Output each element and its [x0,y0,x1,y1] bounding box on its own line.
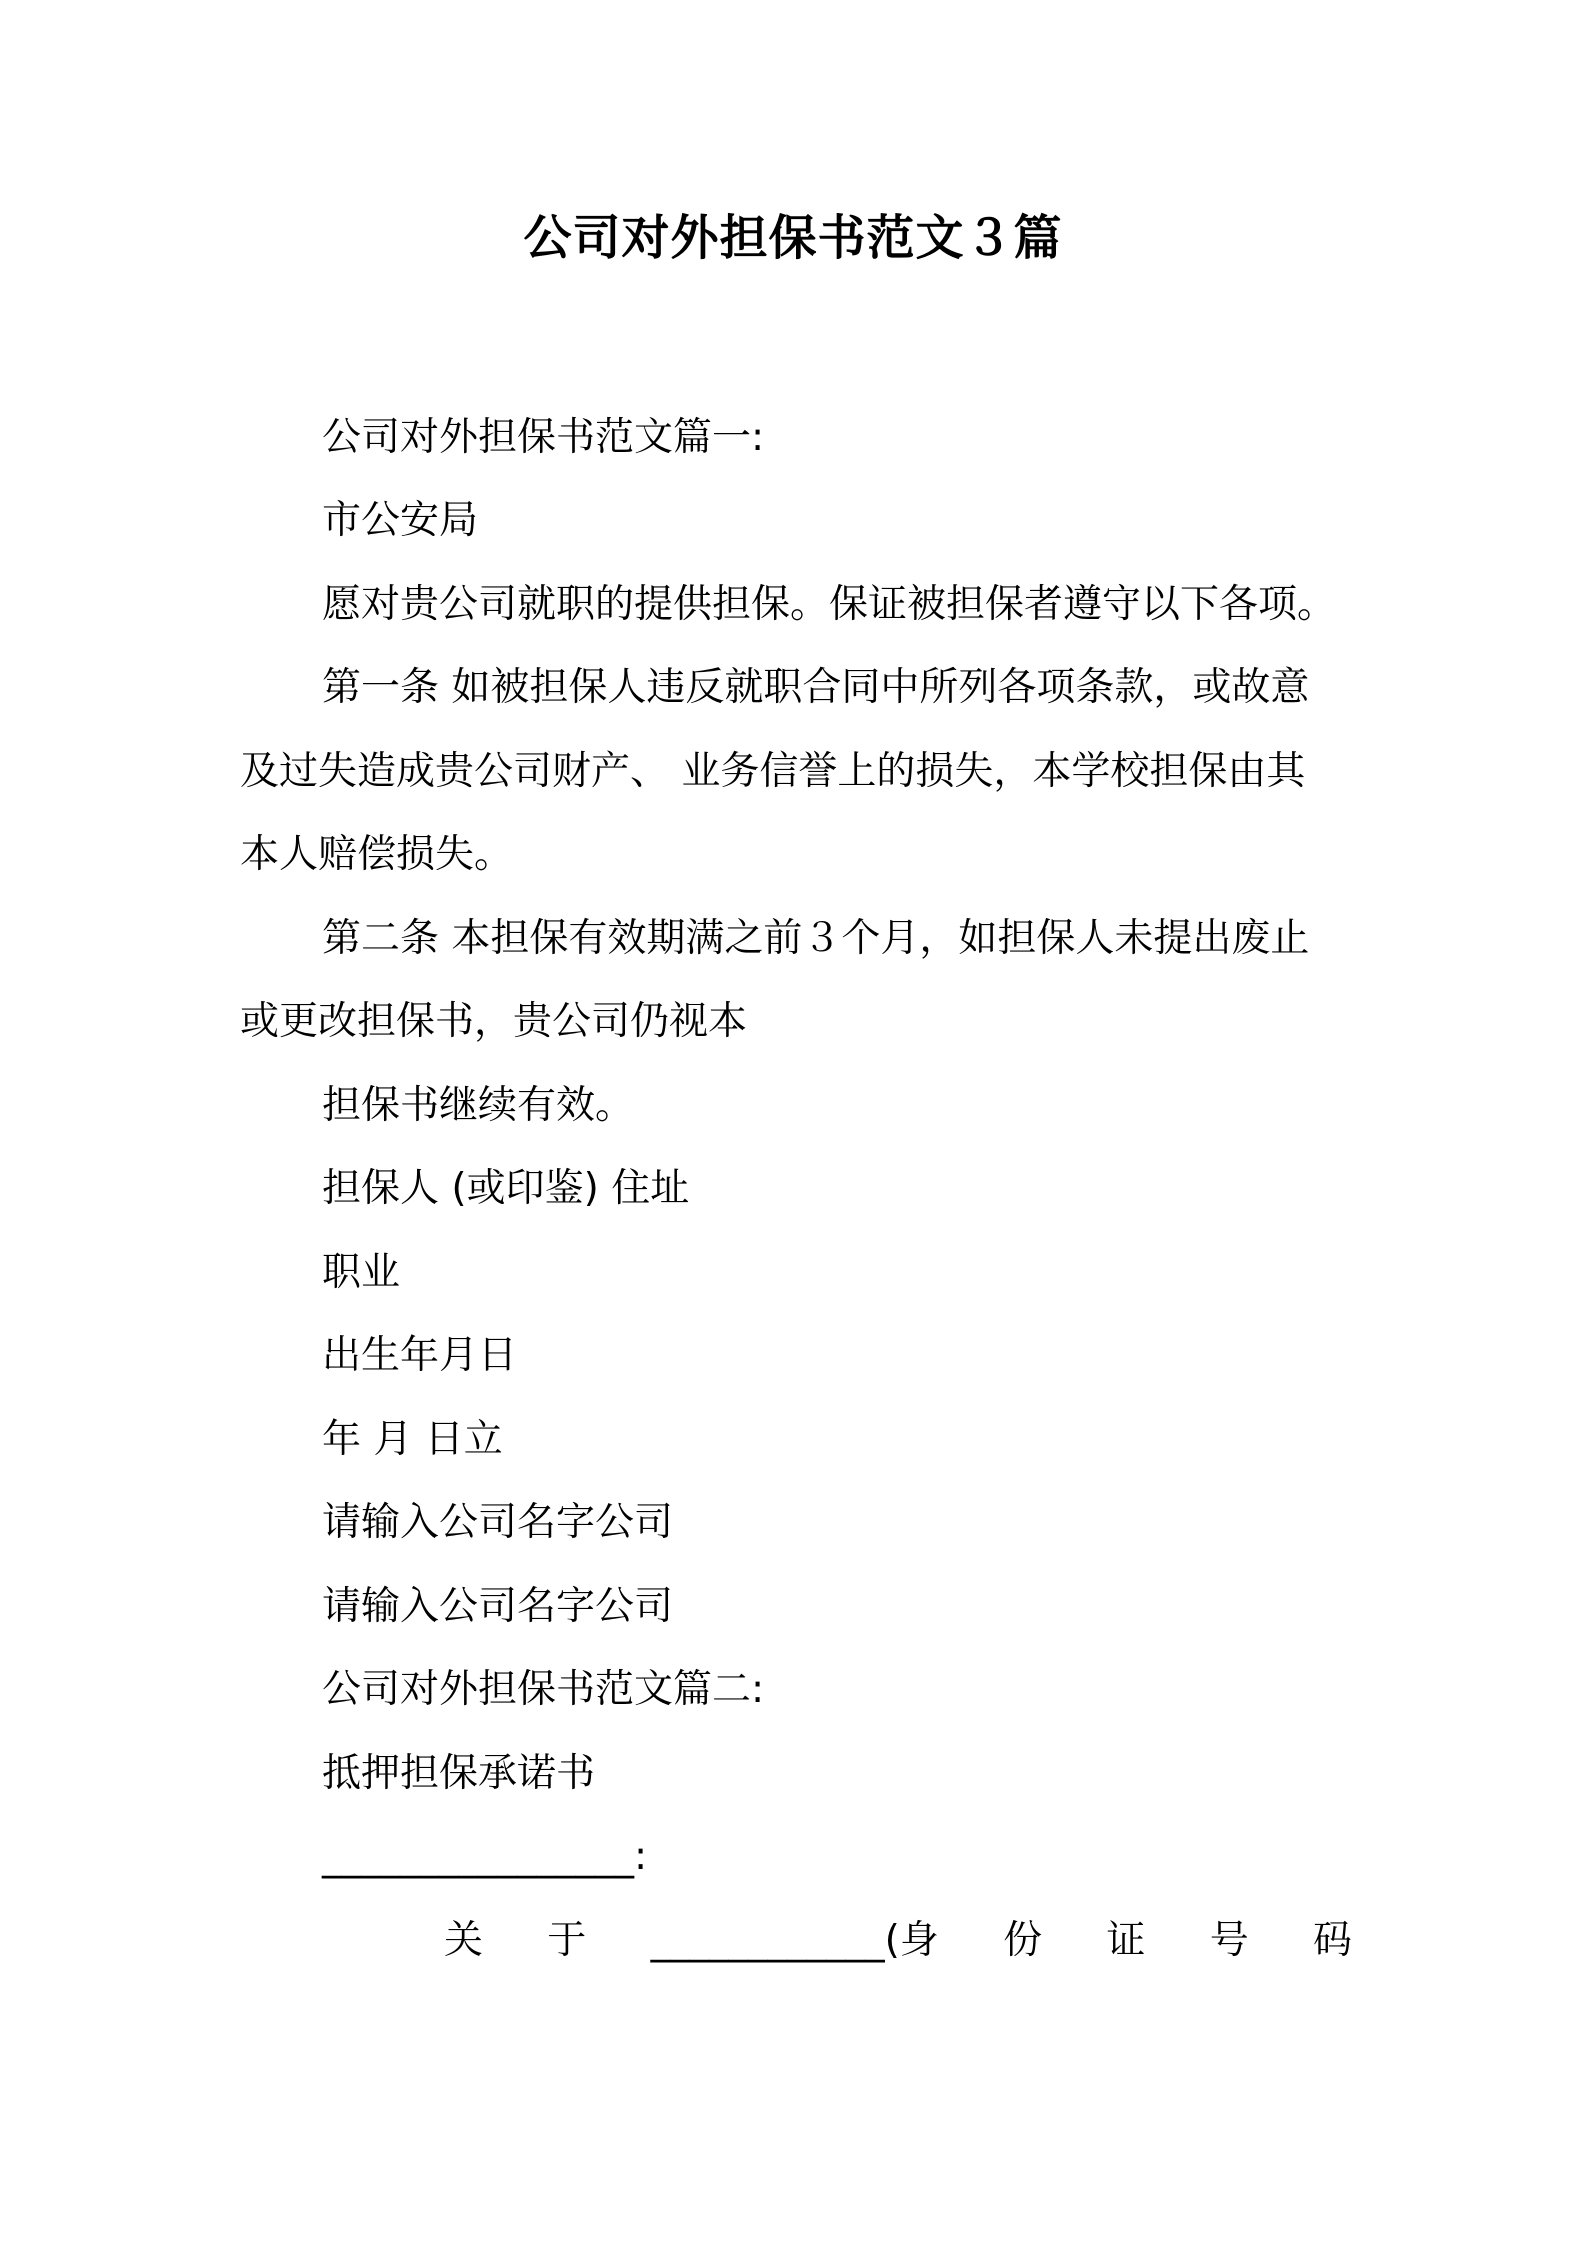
article-one-line-1: 第一条 如被担保人违反就职合同中所列各项条款，或故意 [322,665,1310,710]
pledge-title-line: 抵押担保承诺书 [322,1751,596,1796]
addressee-line: 市公安局 [322,498,479,543]
section-heading-one: 公司对外担保书范文篇一: [322,415,765,460]
guarantor-address-line: 担保人 (或印鉴) 住址 [322,1166,690,1211]
article-one-line-2: 及过失造成贵公司财产、 业务信誉上的损失，本学校担保由其 [240,749,1306,794]
spread-token: 于 [547,1918,587,1963]
section-heading-two: 公司对外担保书范文篇二: [322,1667,765,1712]
signing-date-line: 年 月 日立 [322,1417,503,1462]
spread-token: 关 [444,1918,484,1963]
spread-token: ____________(身 [650,1918,939,1963]
article-two-line-3: 担保书继续有效。 [322,1083,635,1128]
company-name-line-2: 请输入公司名字公司 [322,1584,674,1629]
spread-token: 码 [1312,1918,1352,1963]
company-name-line-1: 请输入公司名字公司 [322,1500,674,1545]
document-title: 公司对外担保书范文３篇 [523,210,1063,266]
spread-token: 份 [1003,1918,1043,1963]
body-paragraph-line: 愿对贵公司就职的提供担保。保证被担保者遵守以下各项。 [322,582,1337,627]
spread-token: 号 [1209,1918,1249,1963]
occupation-line: 职业 [322,1250,401,1295]
birth-date-line: 出生年月日 [322,1333,518,1378]
regarding-id-line [444,1915,1352,1967]
article-two-line-1: 第二条 本担保有效期满之前３个月，如担保人未提出废止 [322,916,1310,961]
spread-token: 证 [1106,1918,1146,1963]
recipient-blank-line: ________________: [322,1834,648,1879]
article-one-line-3: 本人赔偿损失。 [240,832,514,877]
article-two-line-2: 或更改担保书，贵公司仍视本 [240,999,748,1044]
